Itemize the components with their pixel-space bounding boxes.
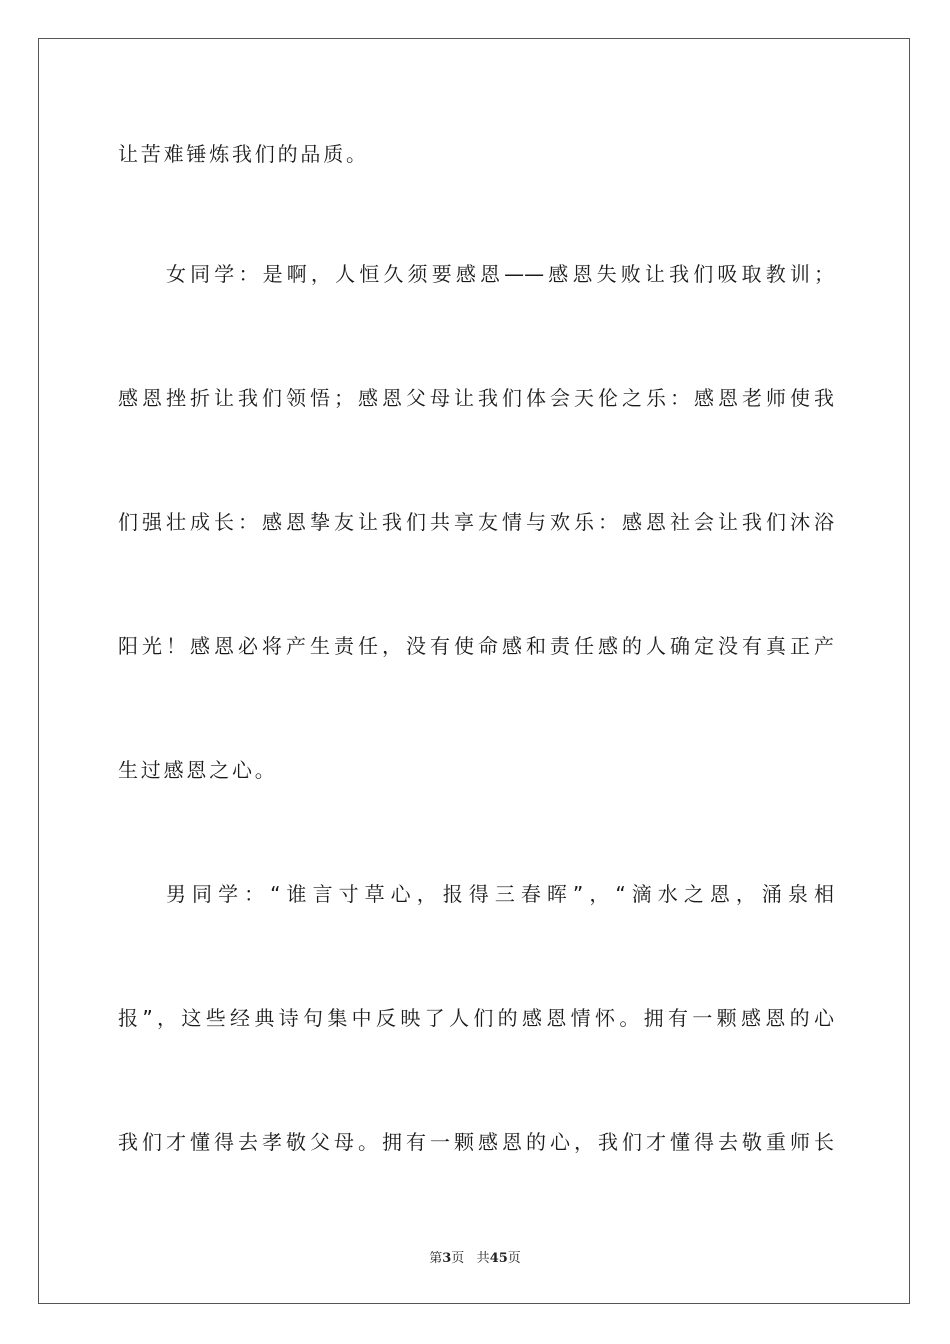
page-footer: [0, 1247, 950, 1266]
footer-page-number: 3: [442, 1251, 452, 1266]
text-line-3: 感恩挫折让我们领悟；感恩父母让我们体会天伦之乐：感恩老师使我: [118, 386, 834, 410]
text-line-6: 生过感恩之心。: [118, 758, 278, 782]
footer-total-pages: 45: [489, 1251, 508, 1266]
text-line-1: 让苦难锤炼我们的品质。: [118, 142, 369, 166]
footer-page-prefix: 第: [429, 1251, 443, 1266]
text-line-9: 我们才懂得去孝敬父母。拥有一颗感恩的心，我们才懂得去敬重师长: [118, 1130, 834, 1154]
page-border: [38, 38, 910, 1304]
footer-total-suffix: 页: [507, 1251, 521, 1266]
text-line-4: 们强壮成长：感恩挚友让我们共享友情与欢乐：感恩社会让我们沐浴: [118, 510, 834, 534]
text-line-8: 报”，这些经典诗句集中反映了人们的感恩情怀。拥有一颗感恩的心: [118, 1006, 834, 1030]
footer-total-prefix: 共: [476, 1251, 490, 1266]
text-line-5: 阳光！感恩必将产生责任，没有使命感和责任感的人确定没有真正产: [118, 634, 834, 658]
text-line-2: 女同学：是啊，人恒久须要感恩——感恩失败让我们吸取教训；: [166, 262, 834, 286]
text-line-7: 男同学：“谁言寸草心，报得三春晖”，“滴水之恩，涌泉相: [166, 882, 834, 906]
footer-page-suffix: 页: [451, 1251, 465, 1266]
